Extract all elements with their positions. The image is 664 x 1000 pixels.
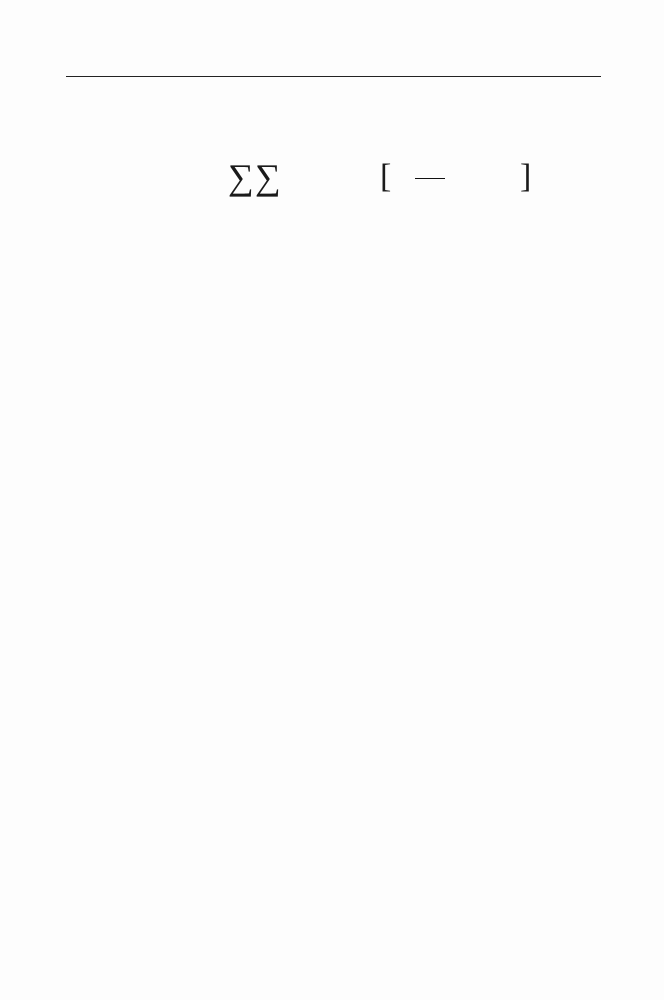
summation-sign: ∑ xyxy=(228,157,254,197)
right-bracket: ] xyxy=(520,158,532,195)
running-header xyxy=(66,56,601,77)
left-bracket: [ xyxy=(380,158,392,195)
summation-sign: ∑ xyxy=(255,157,281,197)
fraction-bar xyxy=(415,178,445,179)
